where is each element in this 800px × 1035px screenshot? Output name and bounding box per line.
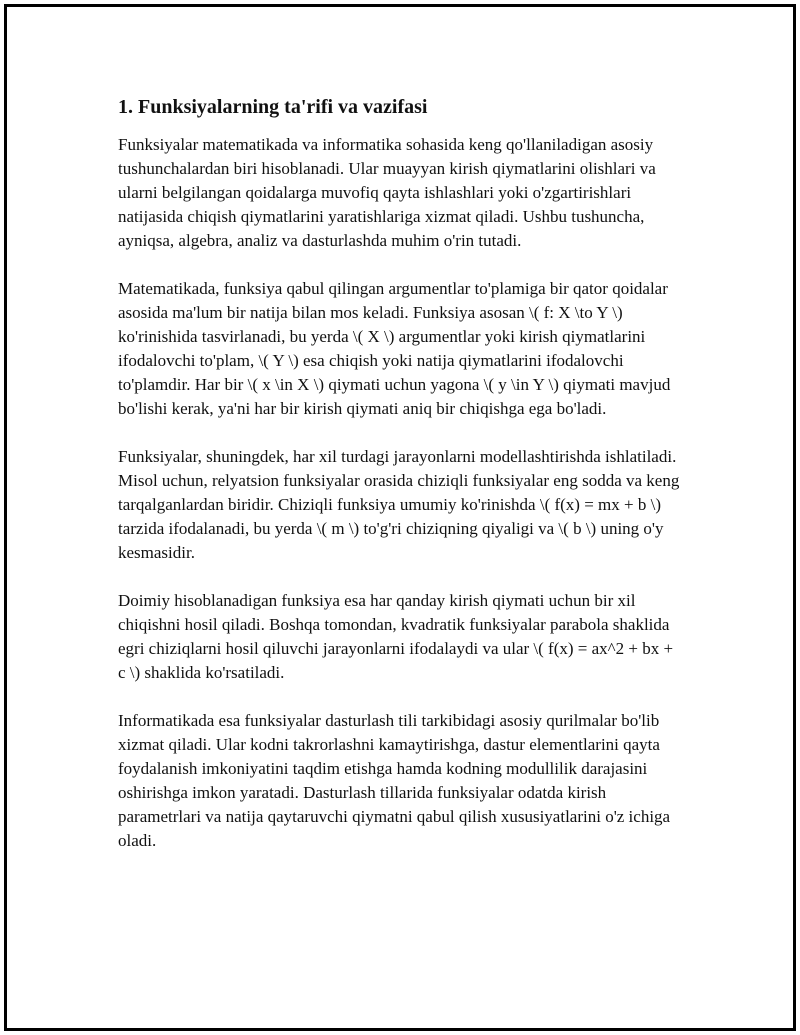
paragraph-mathematics: Matematikada, funksiya qabul qilingan argumentlar to'plamiga bir qator qoidalar asosida ma'lum bir natija bilan mos keladi. Funksiya asosan \( f: X \to Y \) ko'rinishida tasvirlanadi, bu yerda \( X \) argumentlar yoki kirish qiymatlarini ifodalovchi to'plam, \( Y \) esa chiqish yoki natija qiymatlarini ifodalovchi to'plamdir. Har bir \( x \in X \) qiymati uchun yagona \( y \in Y \) qiymati mavjud bo'lishi kerak, ya'ni har bir kirish qiymati aniq bir chiqishga ega bo'ladi.	[118, 279, 671, 418]
paragraph-quadratic-functions: Doimiy hisoblanadigan funksiya esa har qanday kirish qiymati uchun bir xil chiqishni hosil qiladi. Boshqa tomondan, kvadratik funksiyalar parabola shaklida egri chiziqlarni hosil qiluvchi jarayonlarni ifodalaydi va ular \( f(x) = ax^2 + bx + c \) shaklida ko'rsatiladi.	[118, 591, 674, 682]
paragraph-informatics: Informatikada esa funksiyalar dasturlash tili tarkibidagi asosiy qurilmalar bo'lib xizmat qiladi. Ular kodni takrorlashni kamaytirishga, dastur elementlarini qayta foydalanish imkoniyatini taqdim etishga hamda kodning modullilik darajasini oshirishga imkon yaratadi. Dasturlash tillarida funksiyalar odatda kirish parametrlari va natija qaytaruvchi qiymatni qabul qilish xususiyatlarini o'z ichiga oladi.	[118, 711, 671, 850]
paragraph-linear-functions: Funksiyalar, shuningdek, har xil turdagi jarayonlarni modellashtirishda ishlatiladi. Misol uchun, relyatsion funksiyalar orasida chiziqli funksiyalar eng sodda va keng tarqalganlardan biridir. Chiziqli funksiya umumiy ko'rinishda \( f(x) = mx + b \) tarzida ifodalanadi, bu yerda \( m \) to'g'ri chiziqning qiyaligi va \( b \) uning o'y kesmasidir.	[118, 447, 680, 562]
section-heading: 1. Funksiyalarning ta'rifi va vazifasi	[118, 96, 428, 118]
paragraph-definition: Funksiyalar matematikada va informatika sohasida keng qo'llaniladigan asosiy tushunchalardan biri hisoblanadi. Ular muayyan kirish qiymatlarini olishlari va ularni belgilangan qoidalarga muvofiq qayta ishlashlari yoki o'zgartirishlari natijasida chiqish qiymatlarini yaratishlariga xizmat qiladi. Ushbu tushuncha, ayniqsa, algebra, analiz va dasturlashda muhim o'rin tutadi.	[118, 135, 656, 250]
document-body	[118, 94, 684, 877]
